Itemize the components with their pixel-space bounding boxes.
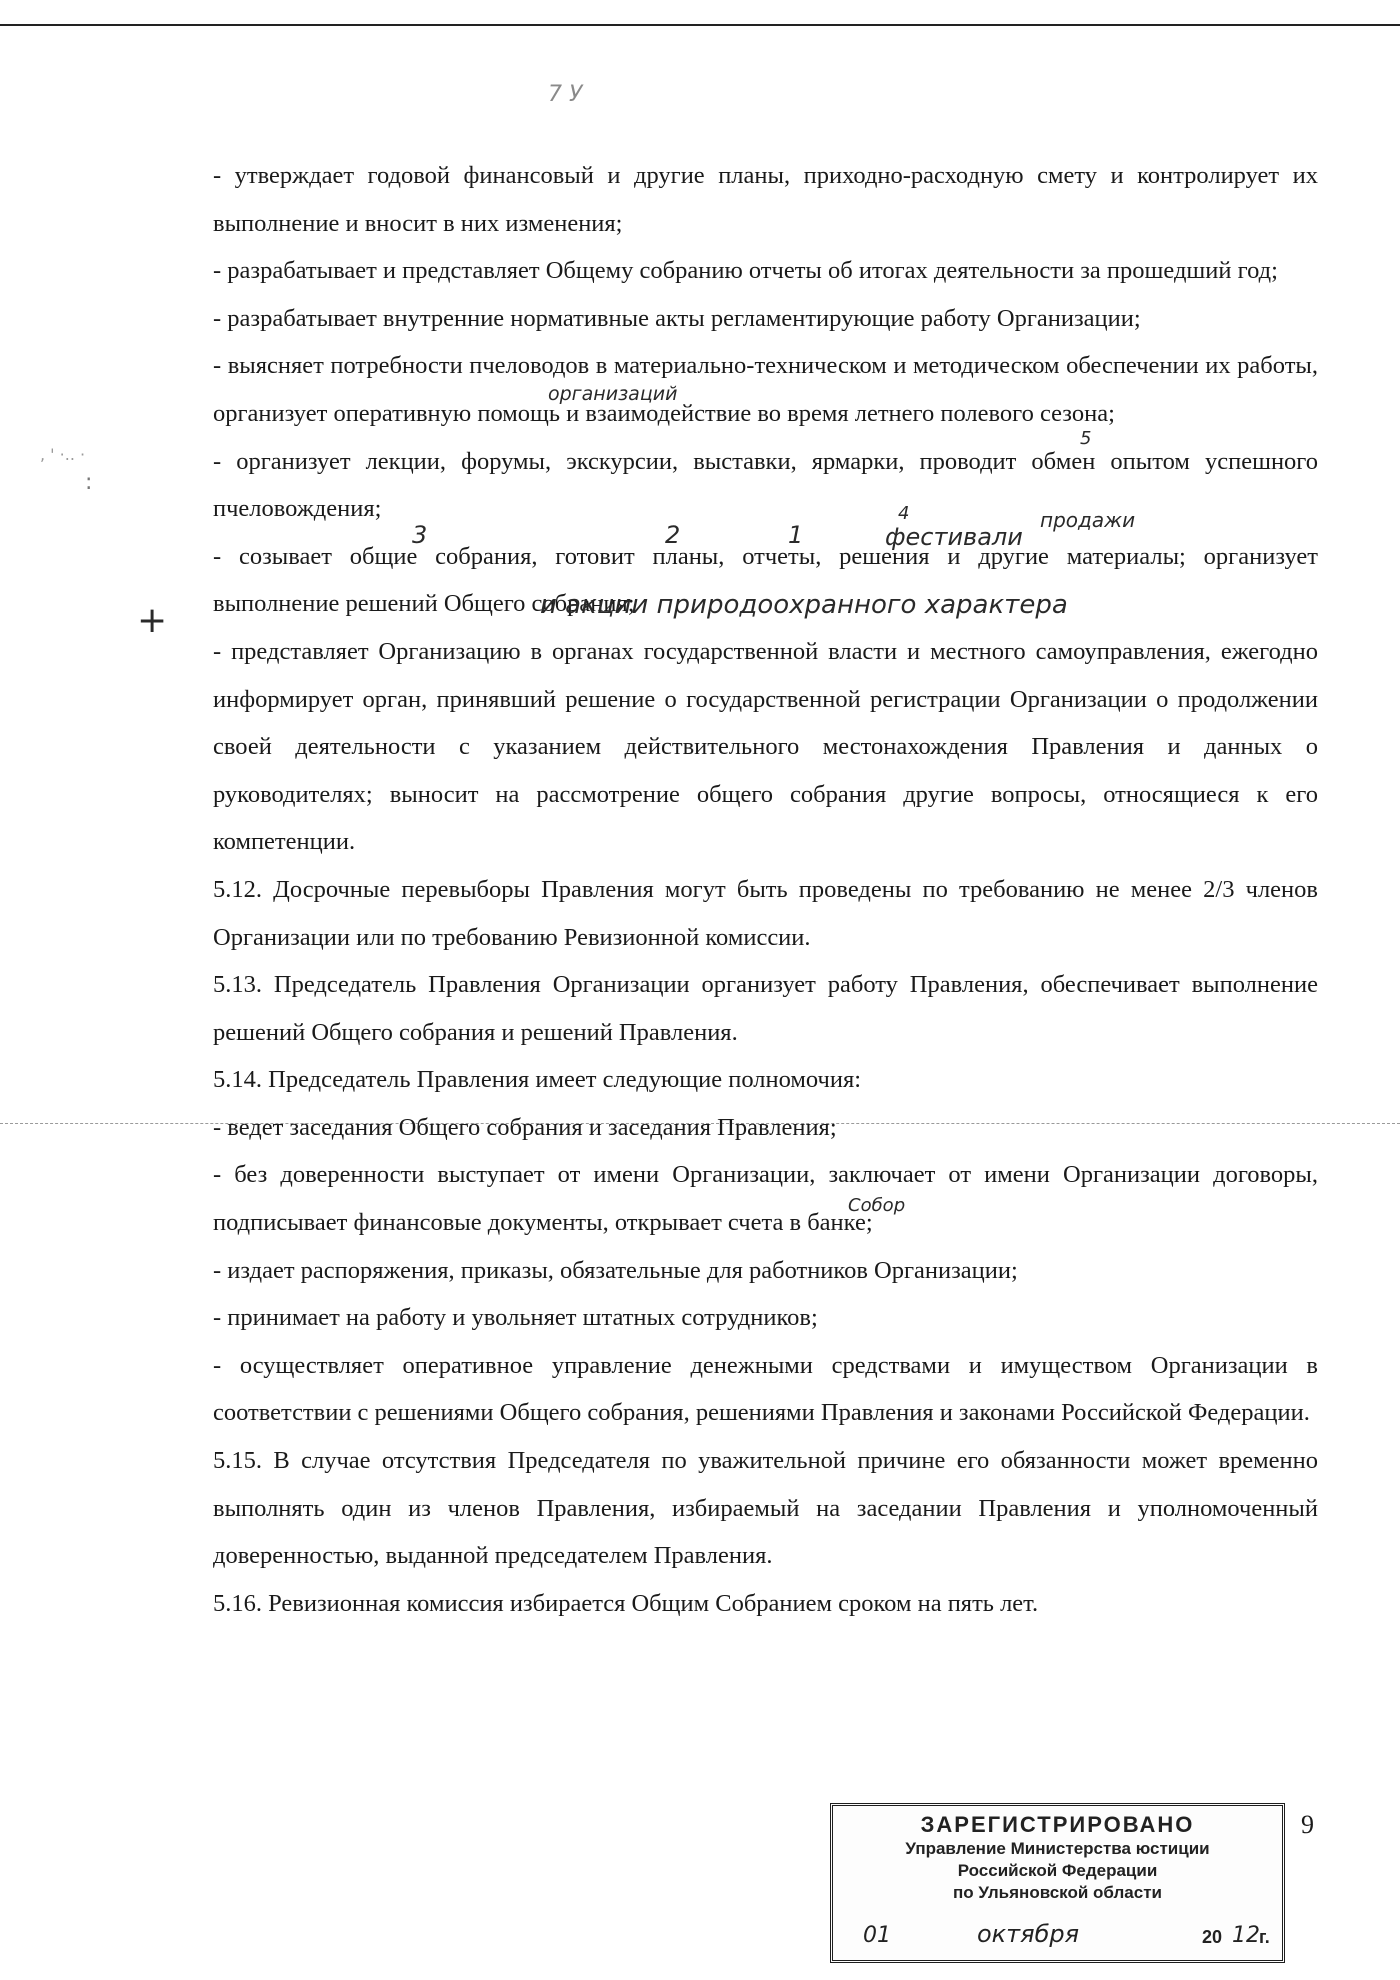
top-scribble: 7 У — [548, 82, 583, 107]
paragraph-15: - осуществляет оперативное управление денежными средствами и имуществом Организации в соответствии с решениями Общего собрания, решениями Правления и законами Российской Федерации. — [213, 1351, 1318, 1427]
margin-plus-mark: + — [137, 600, 168, 641]
handwritten-number-2: 2 — [665, 521, 681, 549]
section-5-15: 5.15. В случае отсутствия Председателя по уважительной причине его обязанности может временно выполнять один из членов Правления, избираемый на заседании Правления и уполномоченный доверенностью, выданной председателем Правления. — [213, 1447, 1318, 1570]
section-5-12: 5.12. Досрочные перевыборы Правления могут быть проведены по требованию не менее 2/3 членов Организации или по требованию Ревизионной комиссии. — [213, 875, 1318, 951]
handwritten-number-1: 1 — [788, 521, 804, 549]
body-text — [213, 152, 1318, 1627]
handwritten-organizatsiy: организаций — [548, 383, 678, 405]
handwritten-number-5: 5 — [1080, 428, 1092, 449]
section-5-14: 5.14. Председатель Правления имеет следующие полномочия: — [213, 1066, 862, 1094]
stamp-day: 01 — [863, 1923, 891, 1948]
paragraph-11: - ведет заседания Общего собрания и заседания Правления; — [213, 1113, 837, 1141]
paragraph-3: - разрабатывает внутренние нормативные акты регламентирующие работу Организации; — [213, 304, 1141, 332]
paragraph-6: - созывает общие собрания, готовит планы, отчеты, решения и другие материалы; организует выполнение решений Общего собрания; — [213, 542, 1318, 618]
stamp-title: ЗАРЕГИСТРИРОВАНО — [920, 1812, 1195, 1837]
stamp-line-2: Российской Федерации — [957, 1861, 1158, 1880]
registration-stamp — [830, 1803, 1285, 1963]
stamp-line-1: Управление Министерства юстиции — [905, 1839, 1210, 1858]
section-5-13: 5.13. Председатель Правления Организации организует работу Правления, обеспечивает выполнение решений Общего собрания и решений Правления. — [213, 971, 1318, 1046]
page-number: 9 — [1301, 1810, 1314, 1839]
stamp-year-prefix: 20 — [1202, 1927, 1223, 1947]
handwritten-prodazhi: продажи — [1040, 508, 1136, 532]
paragraph-7: - представляет Организацию в органах государственной власти и местного самоуправления, ежегодно информирует орган, принявший решение о государственной регистрации Организации о продолжении своей деятельности с указанием действительного местонахождения Правления и данных о руководителях; выносит на рассмотрение общего собрания другие вопросы, относящиеся к его компетенции. — [213, 637, 1318, 856]
paragraph-13: - издает распоряжения, приказы, обязательные для работников Организации; — [213, 1256, 1018, 1284]
stamp-month: октября — [977, 1920, 1080, 1948]
handwritten-festivali: фестивали — [885, 523, 1023, 551]
handwritten-number-4: 4 — [898, 503, 910, 524]
section-5-16: 5.16. Ревизионная комиссия избирается Общим Собранием сроком на пять лет. — [213, 1589, 1039, 1617]
stamp-year-suffix: 12 — [1232, 1923, 1260, 1948]
paragraph-12: - без доверенности выступает от имени Организации, заключает от имени Организации договоры, подписывает финансовые документы, открывает счета в банке; — [213, 1161, 1318, 1237]
paragraph-2: - разрабатывает и представляет Общему собранию отчеты об итогах деятельности за прошедший год; — [213, 257, 1278, 285]
margin-scribble: , ' ·.. · — [40, 445, 86, 464]
paragraph-5: - организует лекции, форумы, экскурсии, выставки, ярмарки, проводит обмен опытом успешного пчеловождения; — [213, 447, 1318, 523]
stamp-line-3: по Ульяновской области — [953, 1883, 1162, 1902]
handwritten-number-3: 3 — [412, 521, 428, 549]
handwritten-sobor: Собор — [848, 1195, 906, 1216]
stamp-year-unit: г. — [1259, 1927, 1270, 1947]
top-edge-line — [0, 24, 1400, 26]
paragraph-14: - принимает на работу и увольняет штатных сотрудников; — [213, 1304, 818, 1332]
paragraph-4: - выясняет потребности пчеловодов в материально-техническом и методическом обеспечении их работы, организует оперативную помощь и взаимодействие во время летнего полевого сезона; — [213, 352, 1318, 427]
handwritten-aktsii: и акции природоохранного характера — [540, 590, 1068, 620]
margin-dots: : — [85, 470, 93, 495]
paragraph-1: - утверждает годовой финансовый и другие планы, приходно-расходную смету и контролирует их выполнение и вносит в них изменения; — [213, 162, 1318, 237]
stamp-date — [847, 1916, 1272, 1950]
